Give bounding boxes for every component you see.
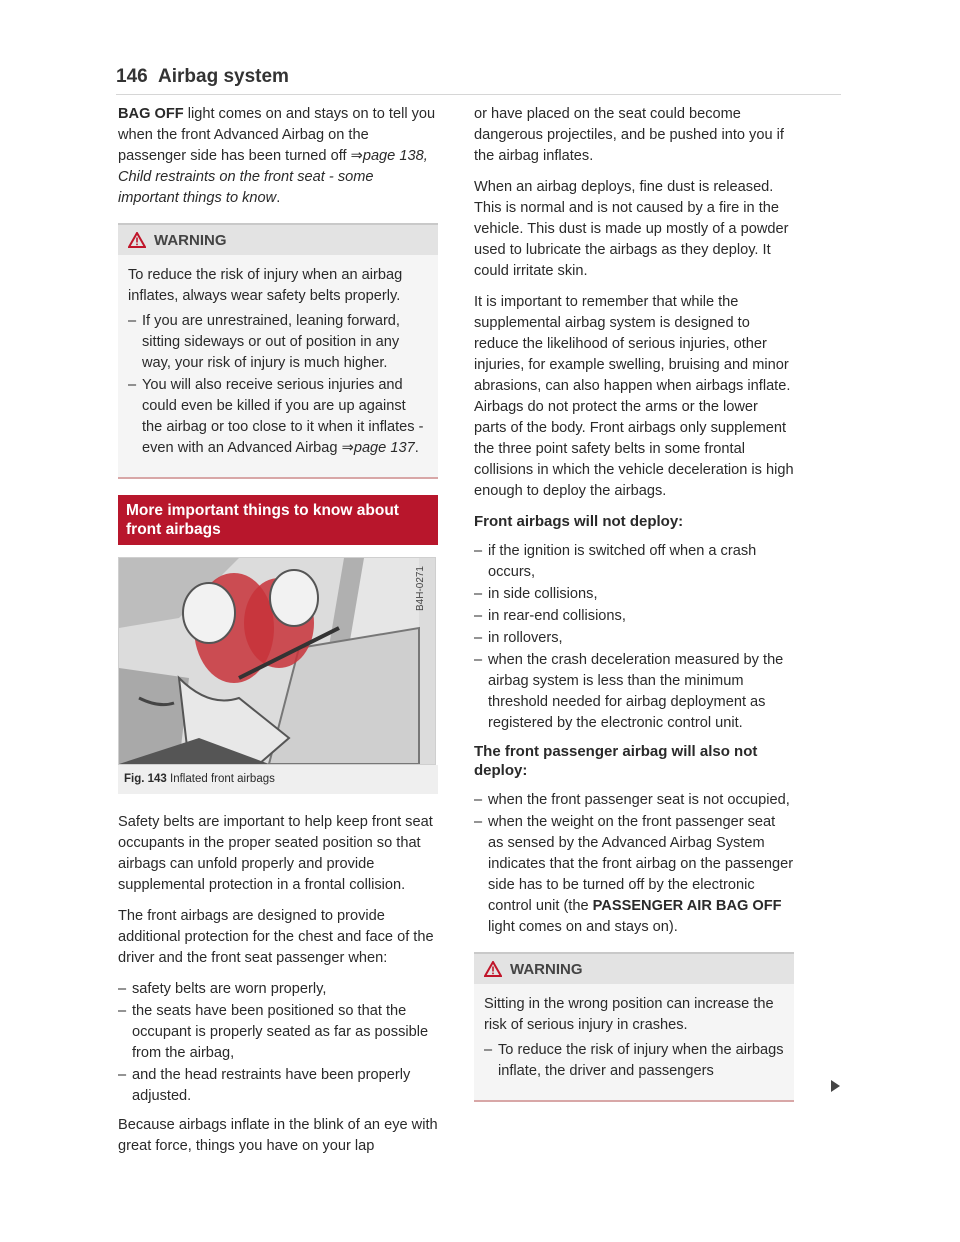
warning-box-2 xyxy=(474,952,794,1102)
paragraph: Safety belts are important to help keep front seat occupants in the proper seated position so that airbags can unfold properly and provide supplemental protection in a frontal collision. xyxy=(118,814,433,893)
intro-paragraph xyxy=(118,104,438,209)
intro-bold: BAG OFF xyxy=(118,106,184,122)
list-item: – in side collisions, xyxy=(474,584,794,605)
section-title: Airbag system xyxy=(158,66,289,87)
list-item-text-end: light comes on and stays on). xyxy=(488,919,678,935)
caption-label: Fig. 143 xyxy=(124,773,167,785)
list-item: – the seats have been positioned so that the occupant is properly seated as far as possible from the airbag, xyxy=(118,1001,438,1064)
page-number: 146 xyxy=(116,66,148,87)
warning-title-2: WARNING xyxy=(510,960,583,978)
warning-item: – If you are unrestrained, leaning forward, sitting sideways or out of position in any way, your risk of injury is much higher. xyxy=(128,311,428,374)
warning-body-2 xyxy=(474,984,794,1100)
figure-code: B4H-0271 xyxy=(415,566,426,612)
warning-item: – To reduce the risk of injury when the airbags inflate, the driver and passengers xyxy=(484,1040,784,1082)
warning-item xyxy=(128,375,428,459)
warning-triangle-icon xyxy=(484,961,502,977)
intro-page-link[interactable]: ⇒page 138, Child restraints on the front seat - some important things to know xyxy=(118,148,428,206)
list-item-text: when the weight on the front passenger seat as sensed by the Advanced Airbag System indicates that the front airbag on the passenger side has to be turned off by the electronic control unit (the xyxy=(488,814,794,914)
paragraph: or have placed on the seat could become dangerous projectiles, and be pushed into you if the airbag inflates. xyxy=(474,106,784,164)
list-item xyxy=(474,812,794,938)
list-item: – and the head restraints have been properly adjusted. xyxy=(118,1065,438,1107)
list-item: – when the crash deceleration measured by the airbag system is less than the minimum threshold needed for airbag deployment as registered by the electronic control unit. xyxy=(474,650,794,734)
warning-body-1 xyxy=(118,255,438,477)
page-header xyxy=(116,64,841,95)
list-item: – if the ignition is switched off when a crash occurs, xyxy=(474,541,794,583)
warning-ref-end: . xyxy=(414,440,419,456)
section-heading: More important things to know about front airbags xyxy=(118,495,438,545)
airbag-illustration xyxy=(119,558,435,764)
conditions-list xyxy=(118,979,438,1107)
paragraph: Because airbags inflate in the blink of an eye with great force, things you have on your lap xyxy=(118,1117,438,1154)
paragraph: When an airbag deploys, fine dust is released. This is normal and is not caused by a fire in the vehicle. This dust is made up mostly of a powder used to lubricate the airbags as they deploy. It could irritate skin. xyxy=(474,179,789,279)
warning-text-2: Sitting in the wrong position can increase the risk of serious injury in crashes. xyxy=(484,996,774,1033)
list-item: – in rollovers, xyxy=(474,628,794,649)
subheading-not-deploy: Front airbags will not deploy: xyxy=(474,513,684,530)
figure-inflated-airbags xyxy=(118,557,436,765)
warning-header-1 xyxy=(118,225,438,255)
warning-list-1 xyxy=(128,311,428,459)
warning-list-2 xyxy=(484,1040,784,1082)
list-item: – in rear-end collisions, xyxy=(474,606,794,627)
subheading-passenger: The front passenger airbag will also not deploy: xyxy=(474,743,758,779)
warning-triangle-icon xyxy=(128,232,146,248)
warning-title-1: WARNING xyxy=(154,231,227,249)
right-column xyxy=(474,104,794,1118)
warning-item-text: You will also receive serious injuries and could even be killed if you are up against the airbag or too close to it when it inflates - even with an Advanced Airbag xyxy=(142,377,424,456)
warning-box-1 xyxy=(118,223,438,479)
list-item: – when the front passenger seat is not occupied, xyxy=(474,790,794,811)
paragraph: The front airbags are designed to provide additional protection for the chest and face of the driver and the front seat passenger when: xyxy=(118,908,434,966)
warning-header-2 xyxy=(474,954,794,984)
warning-page-link[interactable]: ⇒page 137 xyxy=(341,440,415,456)
paragraph: It is important to remember that while the supplemental airbag system is designed to reduce the likelihood of serious injuries, other injuries, for example swelling, bruising and minor abrasions, can also happen when airbags inflate. Airbags do not protect the arms or the lower parts of the body. Front airbags only supplement the three point safety belts in some frontal collisions in which the vehicle deceleration is high enough to deploy the airbags. xyxy=(474,294,794,499)
figure-caption xyxy=(118,765,438,794)
left-column xyxy=(118,104,438,1167)
passenger-list xyxy=(474,790,794,938)
not-deploy-list xyxy=(474,541,794,734)
intro-end: . xyxy=(276,190,281,206)
continue-arrow-icon xyxy=(831,1080,840,1092)
caption-text: Inflated front airbags xyxy=(166,773,275,785)
list-item: – safety belts are worn properly, xyxy=(118,979,438,1000)
warning-text-1: To reduce the risk of injury when an airbag inflates, always wear safety belts properly. xyxy=(128,267,403,304)
passenger-airbag-off-label: PASSENGER AIR BAG OFF xyxy=(592,898,782,914)
intro-text: light comes on and stays on to tell you when the front Advanced Airbag on the passenger side has been turned off xyxy=(118,106,436,164)
